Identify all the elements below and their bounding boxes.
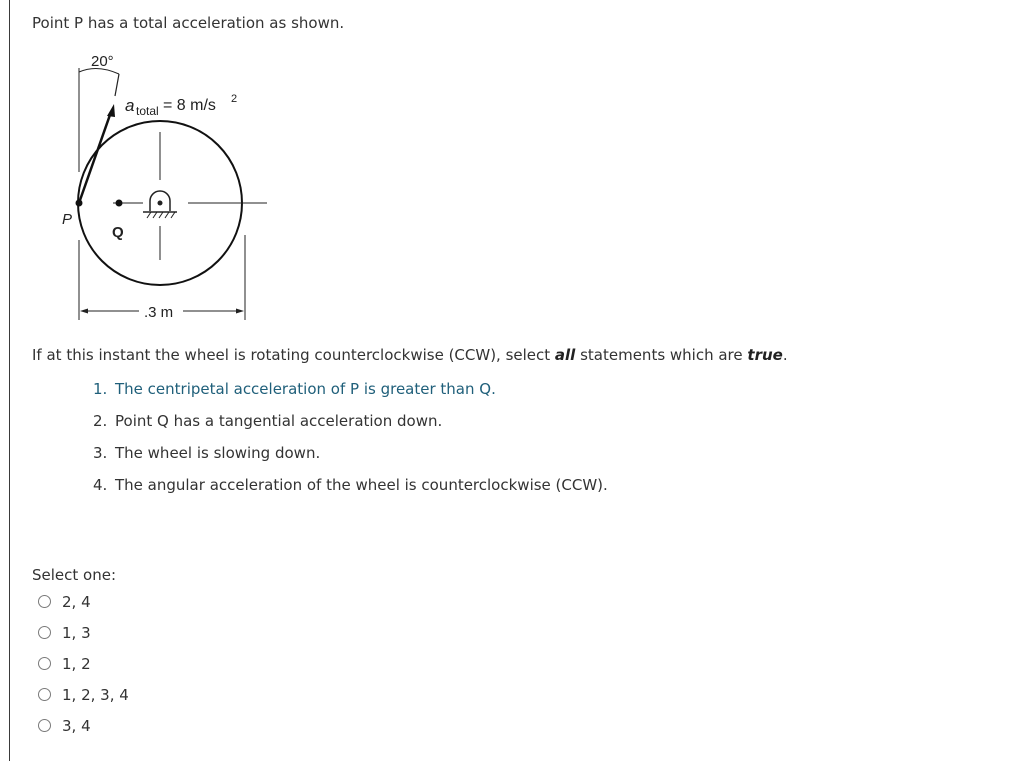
statement-list bbox=[93, 378, 608, 506]
angle-ray bbox=[115, 74, 119, 96]
left-border bbox=[9, 0, 10, 761]
point-q-label: Q bbox=[112, 224, 124, 241]
answer-option-label[interactable]: 2, 4 bbox=[62, 593, 91, 611]
answer-options bbox=[38, 592, 129, 747]
prompt-text-middle: statements which are bbox=[575, 346, 748, 364]
acceleration-arrowhead bbox=[107, 104, 115, 117]
accel-subscript: total bbox=[136, 104, 159, 118]
acceleration-vector bbox=[79, 112, 111, 203]
statement-text: The wheel is slowing down. bbox=[115, 444, 321, 462]
answer-option-label[interactable]: 1, 3 bbox=[62, 624, 91, 642]
wheel-figure bbox=[55, 40, 285, 330]
answer-option[interactable] bbox=[38, 592, 129, 623]
statement-number: 2. bbox=[93, 412, 108, 430]
prompt-text-end: . bbox=[782, 346, 788, 364]
statement-text: Point Q has a tangential acceleration down. bbox=[115, 412, 443, 430]
statement-number: 4. bbox=[93, 476, 108, 494]
answer-option[interactable] bbox=[38, 685, 129, 716]
prompt-text-start: If at this instant the wheel is rotating counterclockwise (CCW), select bbox=[32, 346, 555, 364]
question-prompt bbox=[32, 345, 788, 365]
accel-value: = 8 m/s bbox=[163, 97, 216, 114]
answer-option-label[interactable]: 3, 4 bbox=[62, 717, 91, 735]
point-q-marker bbox=[116, 200, 123, 207]
ground-hatch bbox=[147, 212, 175, 218]
statement-item bbox=[93, 442, 608, 474]
answer-option[interactable] bbox=[38, 623, 129, 654]
angle-label: 20° bbox=[91, 53, 114, 70]
answer-option[interactable] bbox=[38, 716, 129, 747]
statement-item bbox=[93, 378, 608, 410]
dimension-arrow-left bbox=[80, 309, 88, 314]
statement-text: The angular acceleration of the wheel is counterclockwise (CCW). bbox=[115, 476, 608, 494]
accel-symbol: a bbox=[125, 96, 135, 115]
answer-option-label[interactable]: 1, 2 bbox=[62, 655, 91, 673]
radio-button[interactable] bbox=[38, 626, 51, 639]
radio-button[interactable] bbox=[38, 688, 51, 701]
prompt-emphasis-true: true bbox=[747, 346, 783, 364]
radio-button[interactable] bbox=[38, 595, 51, 608]
radio-button[interactable] bbox=[38, 657, 51, 670]
statement-text: The centripetal acceleration of P is greater than Q. bbox=[115, 380, 496, 398]
statement-item bbox=[93, 410, 608, 442]
wheel-diagram bbox=[55, 40, 285, 330]
dimension-arrow-right bbox=[236, 309, 244, 314]
select-one-label: Select one: bbox=[32, 566, 117, 584]
point-p-label: P bbox=[62, 211, 73, 228]
answer-option[interactable] bbox=[38, 654, 129, 685]
statement-item bbox=[93, 474, 608, 506]
radio-button[interactable] bbox=[38, 719, 51, 732]
statement-number: 1. bbox=[93, 380, 108, 398]
point-p-marker bbox=[76, 200, 83, 207]
dimension-label: .3 m bbox=[144, 304, 174, 321]
prompt-emphasis-all: all bbox=[554, 346, 576, 364]
accel-exponent: 2 bbox=[231, 93, 238, 105]
answer-option-label[interactable]: 1, 2, 3, 4 bbox=[62, 686, 129, 704]
statement-number: 3. bbox=[93, 444, 108, 462]
question-intro: Point P has a total acceleration as shown. bbox=[32, 14, 345, 32]
pin-center bbox=[158, 201, 163, 206]
